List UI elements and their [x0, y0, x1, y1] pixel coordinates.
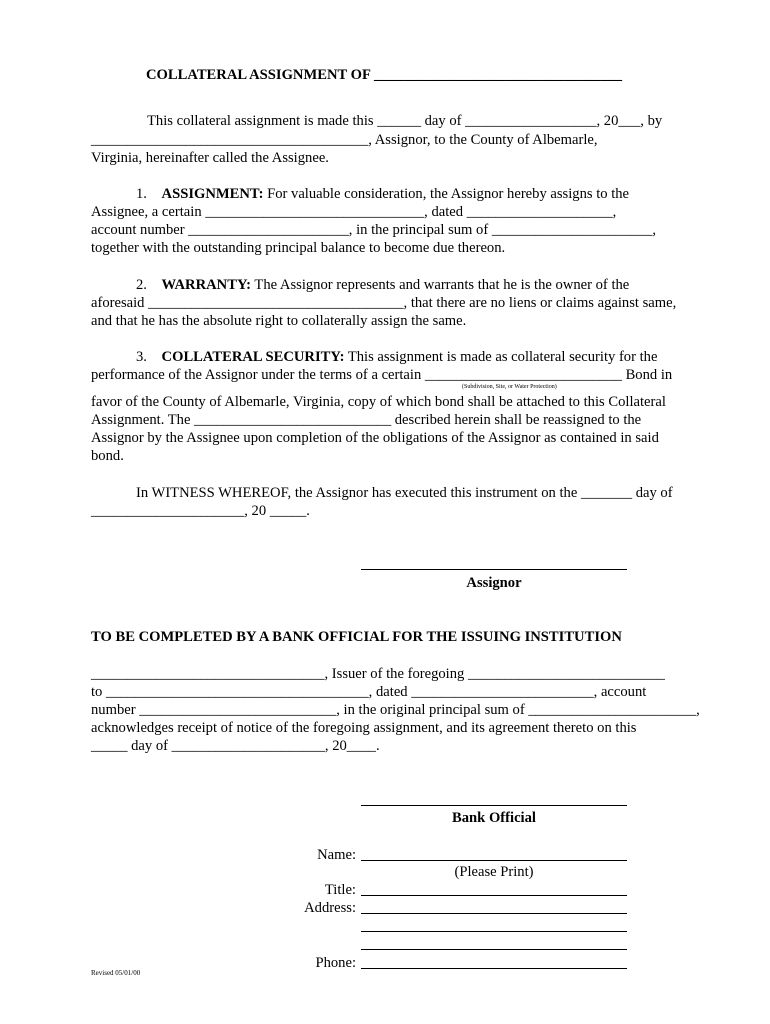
title-field[interactable]: [361, 895, 627, 896]
assignor-label: Assignor: [466, 575, 522, 591]
section-2-line-3: and that he has the absolute right to collaterally assign the same.: [91, 313, 467, 329]
address-label: Address:: [304, 900, 356, 916]
section-1-text: For valuable consideration, the Assignor hereby assigns to the: [263, 186, 630, 202]
section-2-first-line: [136, 276, 629, 294]
bond-type-note: (Subdivision, Site, or Water Protection): [462, 384, 557, 390]
section-3-heading: COLLATERAL SECURITY:: [161, 349, 345, 365]
section-3-line-6: bond.: [91, 448, 124, 464]
bank-official-signature-line[interactable]: [361, 805, 627, 806]
intro-line-2: ______________________________________, Assignor, to the County of Albemarle,: [91, 132, 598, 148]
section-3-line-2: performance of the Assignor under the terms of a certain ___________________________ Bond in: [91, 367, 673, 383]
phone-label: Phone:: [315, 955, 356, 971]
address-field-line-1[interactable]: [361, 913, 627, 914]
bank-official-label: Bank Official: [452, 810, 536, 826]
section-2-text: The Assignor represents and warrants that he is the owner of the: [251, 277, 630, 293]
revision-date: Revised 05/01/00: [91, 969, 141, 977]
address-field-line-3[interactable]: [361, 949, 627, 950]
section-3-text: This assignment is made as collateral security for the: [344, 349, 658, 365]
bank-line-5: _____ day of _____________________, 20____.: [91, 738, 380, 754]
section-2-heading: WARRANTY:: [161, 277, 252, 293]
witness-line-1: In WITNESS WHEREOF, the Assignor has executed this instrument on the _______ day of: [136, 485, 673, 501]
bank-line-1: ________________________________, Issuer of the foregoing ___________________________: [91, 666, 665, 682]
intro-line-3: Virginia, hereinafter called the Assignee.: [91, 150, 329, 166]
document-title: COLLATERAL ASSIGNMENT OF __________________________________: [146, 67, 623, 83]
section-3-line-4: Assignment. The ___________________________ described herein shall be reassigned to the: [91, 412, 642, 428]
section-3-line-5: Assignor by the Assignee upon completion of the obligations of the Assignor as contained in said: [91, 430, 659, 446]
phone-field[interactable]: [361, 968, 627, 969]
section-1-number: 1.: [136, 186, 147, 202]
bank-line-3: number ___________________________, in the original principal sum of _______________________,: [91, 702, 700, 718]
title-label: Title:: [324, 882, 356, 898]
witness-line-2: _____________________, 20 _____.: [91, 503, 310, 519]
name-label: Name:: [317, 847, 356, 863]
assignor-signature-line[interactable]: [361, 569, 627, 570]
section-3-line-3: favor of the County of Albemarle, Virginia, copy of which bond shall be attached to this Collateral: [91, 394, 666, 410]
section-3-first-line: [136, 348, 657, 366]
section-1-line-3: account number ______________________, in the principal sum of ______________________,: [91, 222, 657, 238]
section-2-number: 2.: [136, 277, 147, 293]
name-field[interactable]: [361, 860, 627, 861]
bank-line-2: to ____________________________________, dated _________________________, account: [91, 684, 647, 700]
section-3-number: 3.: [136, 349, 147, 365]
section-1-heading: ASSIGNMENT:: [161, 186, 264, 202]
intro-line-1: This collateral assignment is made this ______ day of __________________, 20___, by: [147, 113, 663, 129]
section-1-first-line: [136, 185, 629, 203]
section-2-line-2: aforesaid ___________________________________, that there are no liens or claims against same,: [91, 295, 677, 311]
address-field-line-2[interactable]: [361, 931, 627, 932]
section-1-line-4: together with the outstanding principal balance to become due thereon.: [91, 240, 506, 256]
bank-line-4: acknowledges receipt of notice of the foregoing assignment, and its agreement thereto on this: [91, 720, 637, 736]
section-1-line-2: Assignee, a certain ______________________________, dated ____________________,: [91, 204, 617, 220]
bank-section-heading: TO BE COMPLETED BY A BANK OFFICIAL FOR THE ISSUING INSTITUTION: [91, 629, 622, 645]
please-print-note: (Please Print): [454, 864, 534, 880]
